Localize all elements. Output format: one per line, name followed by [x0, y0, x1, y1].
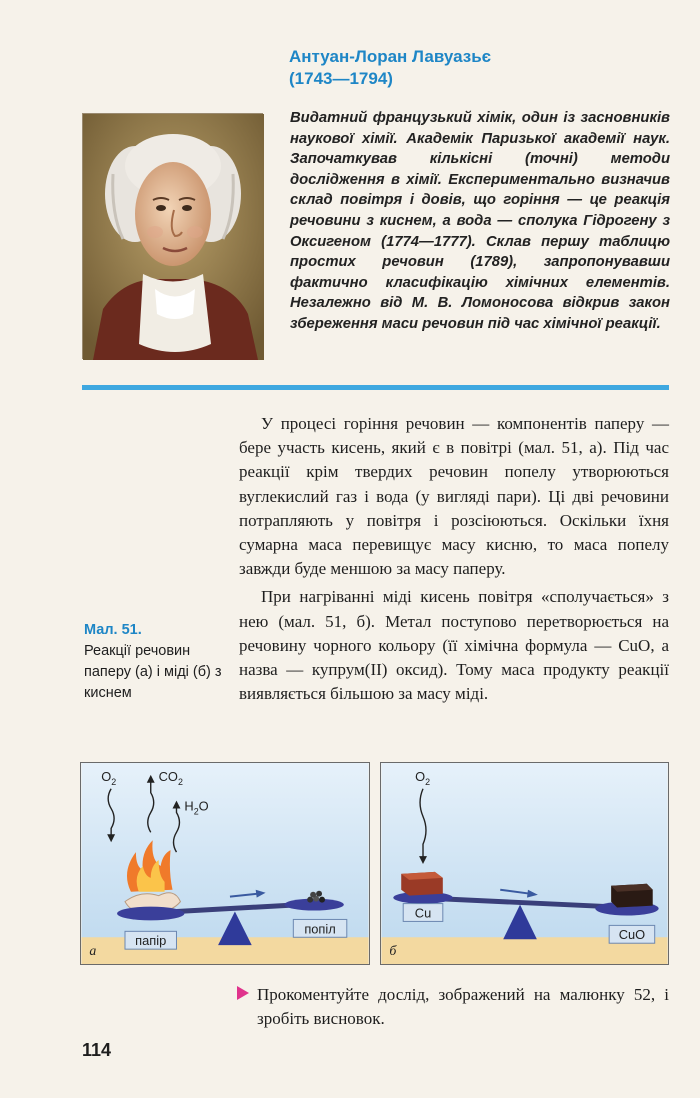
paragraph-copper: При нагріванні міді кисень повітря «сполучається» з нею (мал. 51, б). Метал поступово перетворюється на речовину чорного кольору (її хімічна формула — CuO, а назва — купрум(II) оксид). Тому маса продукту реакції виявляється більшою за масу міді.	[239, 587, 669, 704]
lavoisier-portrait	[82, 113, 263, 359]
biography-heading	[289, 46, 669, 90]
paper-label: папір	[135, 933, 167, 949]
panel-letter-b: б	[389, 943, 397, 959]
paragraph-burning: У процесі горіння речовин — компонентів паперу — бере участь кисень, який є в повітрі (мал. 51, а). Під час реакції крім твердих речовин попелу утворюються вуглекислий газ і вода (у вигляді пари). Ці дві речовини потрапляють у повітря і розсіюються. Оскільки їхня сумарна маса перевищує масу кисню, то маса попелу завжди буде меншою за масу паперу.	[239, 414, 669, 579]
copper-label: Cu	[414, 905, 432, 921]
copper-oxide-label: CuO	[618, 927, 646, 943]
ash-label: попіл	[304, 921, 336, 937]
task-text: Прокоментуйте дослід, зображений на малюнку 52, і зробіть висновок.	[257, 985, 669, 1028]
scientist-years: (1743—1794)	[289, 69, 393, 88]
figure-caption	[84, 620, 234, 704]
main-text	[239, 412, 669, 706]
co2-label: $CO_2$	[158, 768, 183, 787]
caption-label: Мал. 51.	[84, 622, 142, 638]
o2-label: $O_2$	[415, 768, 431, 787]
copper-oxidation-diagram	[381, 763, 668, 964]
task-block	[237, 983, 669, 1031]
paper-burning-diagram	[81, 763, 369, 964]
h2o-label: $H_2O$	[184, 798, 209, 817]
copper-oxide-block	[611, 884, 653, 908]
panel-letter-a: а	[89, 943, 97, 959]
scientist-name: Антуан-Лоран Лавуазьє	[289, 47, 492, 66]
caption-text: Реакції речовин паперу (а) і міді (б) з киснем	[84, 643, 222, 701]
section-divider	[82, 385, 669, 390]
biography-text: Видатний французький хімік, один із засновників наукової хімії. Академік Паризької академії наук. Започаткував кількісні (точні) методи дослідження в хімії. Експериментально визначив склад повітря і довів, що горіння — це реакція речовини з киснем, а вода — сполука Гідрогену з Оксигеном (1774—1777). Склав першу таблицю простих речовин (1789), запропонувавши фактично класифікацію хімічних елементів. Незалежно від М. В. Ломоносова відкрив закон збереження маси речовин під час хімічної реакції.	[290, 110, 670, 332]
page-number: 114	[82, 1040, 112, 1060]
figure-panel-a	[80, 762, 370, 965]
portrait-illustration	[83, 114, 264, 360]
triangle-marker-icon	[237, 986, 249, 1000]
figure-panel-b	[380, 762, 669, 965]
left-pan	[117, 907, 184, 921]
copper-block	[401, 872, 443, 896]
o2-label: $O_2$	[101, 768, 117, 787]
